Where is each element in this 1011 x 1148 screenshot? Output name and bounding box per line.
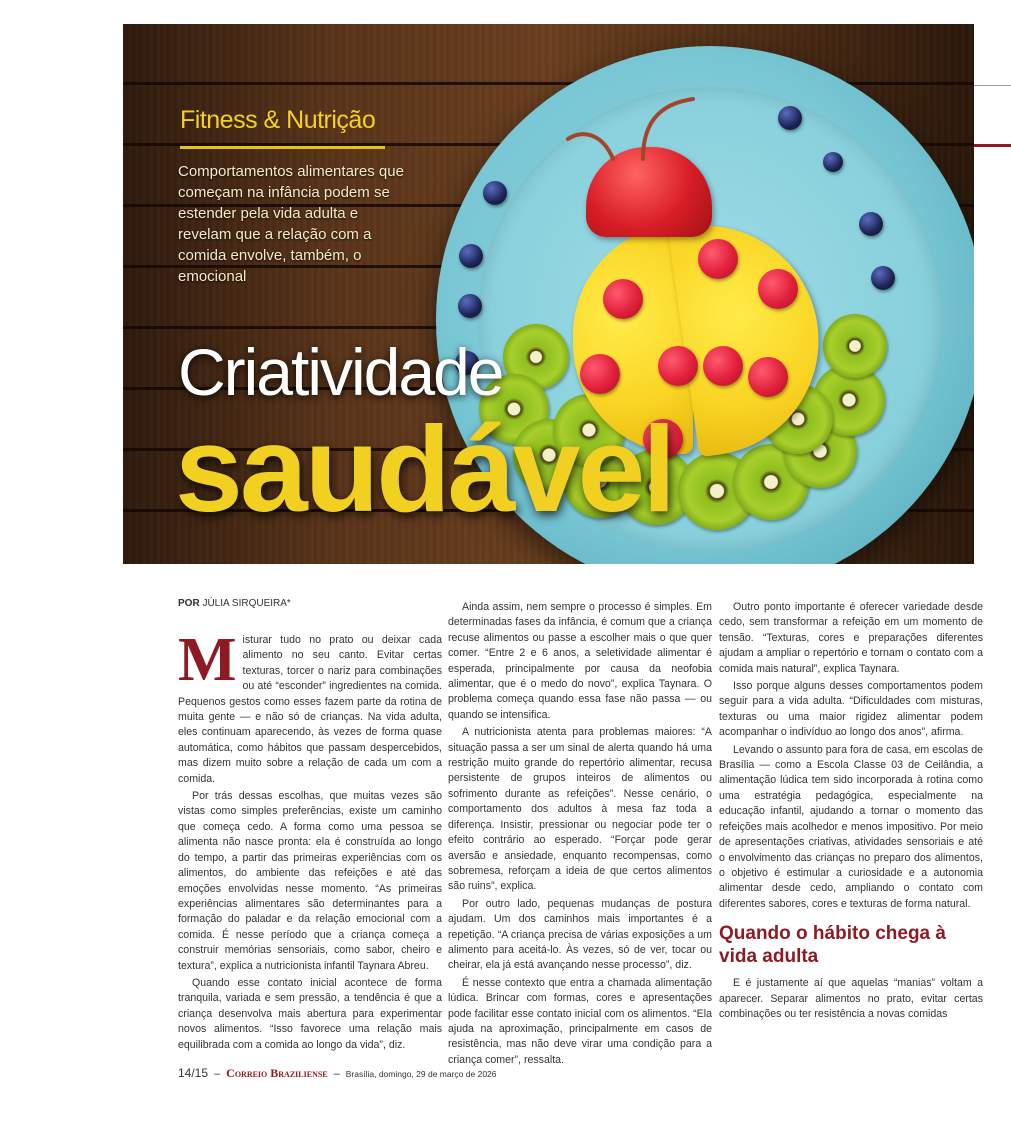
section-subheading: Quando o hábito chega à vida adulta — [719, 923, 946, 968]
paragraph: A nutricionista atenta para problemas maiores: “A situação passa a ser um sinal de alerta quando há uma restrição muito grande do repertório alimentar, recusa persistente de grupos inteiros de alimentos ou sofrimento durante as refeições”. Nesse cenário, o comportamento dos adultos à mesa faz toda a diferença. Insistir, pressionar ou negociar pode ter o efeito contrário ao esperado. “Forçar pode gerar aversão e ansiedade, enquanto recompensas, como sobremesa, reforçam a ideia de que certos alimentos são ruins”, explica. — [448, 726, 712, 893]
blueberry — [859, 212, 883, 236]
paragraph: Por trás dessas escolhas, que muitas vezes são vistas como simples preferências, existe um caminho que começa cedo. A forma como uma pessoa se alimenta não nasce pronta: ela é construída ao longo do tempo, a partir das primeiras experiências com os alimentos, do ambiente das refeições e até das emoções envolvidas nesse momento. “As primeiras experiências alimentares são determinantes para a formação do paladar e da relação emocional com a comida. É nesse período que a criança começa a construir memórias sensoriais, como sabor, cheiro e textura”, explica a nutricionista infantil Taynara Abreu. — [178, 790, 442, 972]
decorative-rule-accent — [974, 144, 1011, 147]
section-kicker: Fitness & Nutrição — [180, 106, 376, 134]
paragraph: E é justamente aí que aquelas “manias” voltam a aparecer. Separar alimentos no prato, evitar certas combinações ou ter resistência a novas comidas — [719, 977, 983, 1020]
raspberry — [580, 354, 620, 394]
paragraph: Outro ponto importante é oferecer variedade desde cedo, sem transformar a refeição em um momento de tensão. “Texturas, cores e preparações diferentes ajudam a ampliar o repertório e tornam o contato com a comida mais natural”, explica Taynara. — [719, 601, 983, 675]
blueberry — [459, 244, 483, 268]
byline-author: JÚLIA SIRQUEIRA* — [202, 598, 291, 609]
article-column-1 — [178, 626, 442, 1055]
blueberry — [823, 152, 843, 172]
page-footer — [178, 1066, 497, 1081]
paragraph: Isso porque alguns desses comportamentos podem seguir para a vida adulta. “Dificuldades com misturas, texturas ou uma maior rigidez alimentar podem acompanhar o indivíduo ao longo dos anos”, afirma. — [719, 680, 983, 739]
footer-separator: – — [214, 1068, 221, 1080]
newspaper-name: Correio Braziliense — [226, 1066, 328, 1080]
hero-photo — [123, 24, 974, 564]
blueberry — [778, 106, 802, 130]
headline-line-1: Criatividade — [178, 335, 503, 409]
raspberry — [758, 269, 798, 309]
raspberry — [698, 239, 738, 279]
footer-separator: – — [333, 1068, 340, 1080]
page-numbers: 14/15 — [178, 1066, 209, 1080]
paragraph: Levando o assunto para fora de casa, em escolas de Brasília — como a Escola Classe 03 de Ceilândia, a alimentação lúdica tem sido incorporada à rotina como uma estratégia pedagógica, especialmente na educação infantil, ajudando a tornar o momento das refeições mais acolhedor e menos impositivo. Por meio de apresentações criativas, atividades sensoriais e até o envolvimento das crianças no preparo dos alimentos, o objetivo é estimular a curiosidade e a autonomia alimentar desde cedo, ampliando o contato com diferentes sabores, cores e texturas de forma natural. — [719, 743, 983, 910]
dateline: Brasília, domingo, 29 de março de 2026 — [345, 1069, 497, 1079]
drop-cap: M — [178, 626, 237, 694]
article-column-2 — [448, 600, 712, 1070]
article-deck: Comportamentos alimentares que começam na infância podem se estender pela vida adulta e revelam que a relação com a comida envolve, também, o emocional — [178, 163, 404, 285]
paragraph: Por outro lado, pequenas mudanças de postura ajudam. Um dos caminhos mais importantes é a repetição. “A criança precisa de várias exposições a um alimento para aceitá-lo. Às vezes, só de ver, tocar ou cheirar, ela já está avançando nesse processo”, diz. — [448, 897, 712, 972]
byline-prefix: POR — [178, 598, 200, 609]
headline-line-2: saudável — [175, 401, 674, 537]
blueberry — [458, 294, 482, 318]
paragraph: É nesse contexto que entra a chamada alimentação lúdica. Brincar com formas, cores e apresentações pode facilitar esse contato inicial com os alimentos. “Ela ajuda na aproximação, principalmente em casos de resistência, mas não deve virar uma condição para a criança comer”, ressalta. — [448, 976, 712, 1066]
paragraph: Quando esse contato inicial acontece de forma tranquila, variada e sem pressão, a tendência é que a criança desenvolva mais abertura para experimentar novos alimentos. “Isso favorece uma relação mais equilibrada com a comida ao longo da vida”, diz. — [178, 976, 442, 1051]
blueberry — [483, 181, 507, 205]
paragraph: Ainda assim, nem sempre o processo é simples. Em determinadas fases da infância, é comum que a criança recuse alimentos ou passe a escolher mais o que quer comer. “Entre 2 e 6 anos, a seletividade alimentar é esperada, principalmente por causa da neofobia alimentar, que é o medo do novo”, explica Taynara. O problema começa quando essa fase não passa — ou quando se intensifica. — [448, 601, 712, 721]
decorative-rule — [974, 85, 1011, 86]
paragraph — [178, 626, 442, 787]
paragraph-text: isturar tudo no prato ou deixar cada alimento no seu canto. Evitar certas texturas, torcer o nariz para combinações ou até “esconder” ingredientes na comida. Pequenos gestos como esses fazem parte da rotina de muita gente — e não só de crianças. Na vida adulta, eles continuam aparecendo, às vezes de forma quase automática, como hábitos que passam despercebidos, mas dizem muito sobre a relação de cada um com a comida. — [178, 634, 442, 785]
blueberry — [871, 266, 895, 290]
raspberry — [603, 279, 643, 319]
kiwi-slice — [823, 314, 887, 378]
byline — [178, 598, 291, 609]
antenna-graphic — [563, 84, 723, 164]
raspberry — [658, 346, 698, 386]
article-column-3 — [719, 600, 983, 1024]
raspberry — [703, 346, 743, 386]
raspberry — [748, 357, 788, 397]
kicker-underline — [180, 146, 385, 149]
